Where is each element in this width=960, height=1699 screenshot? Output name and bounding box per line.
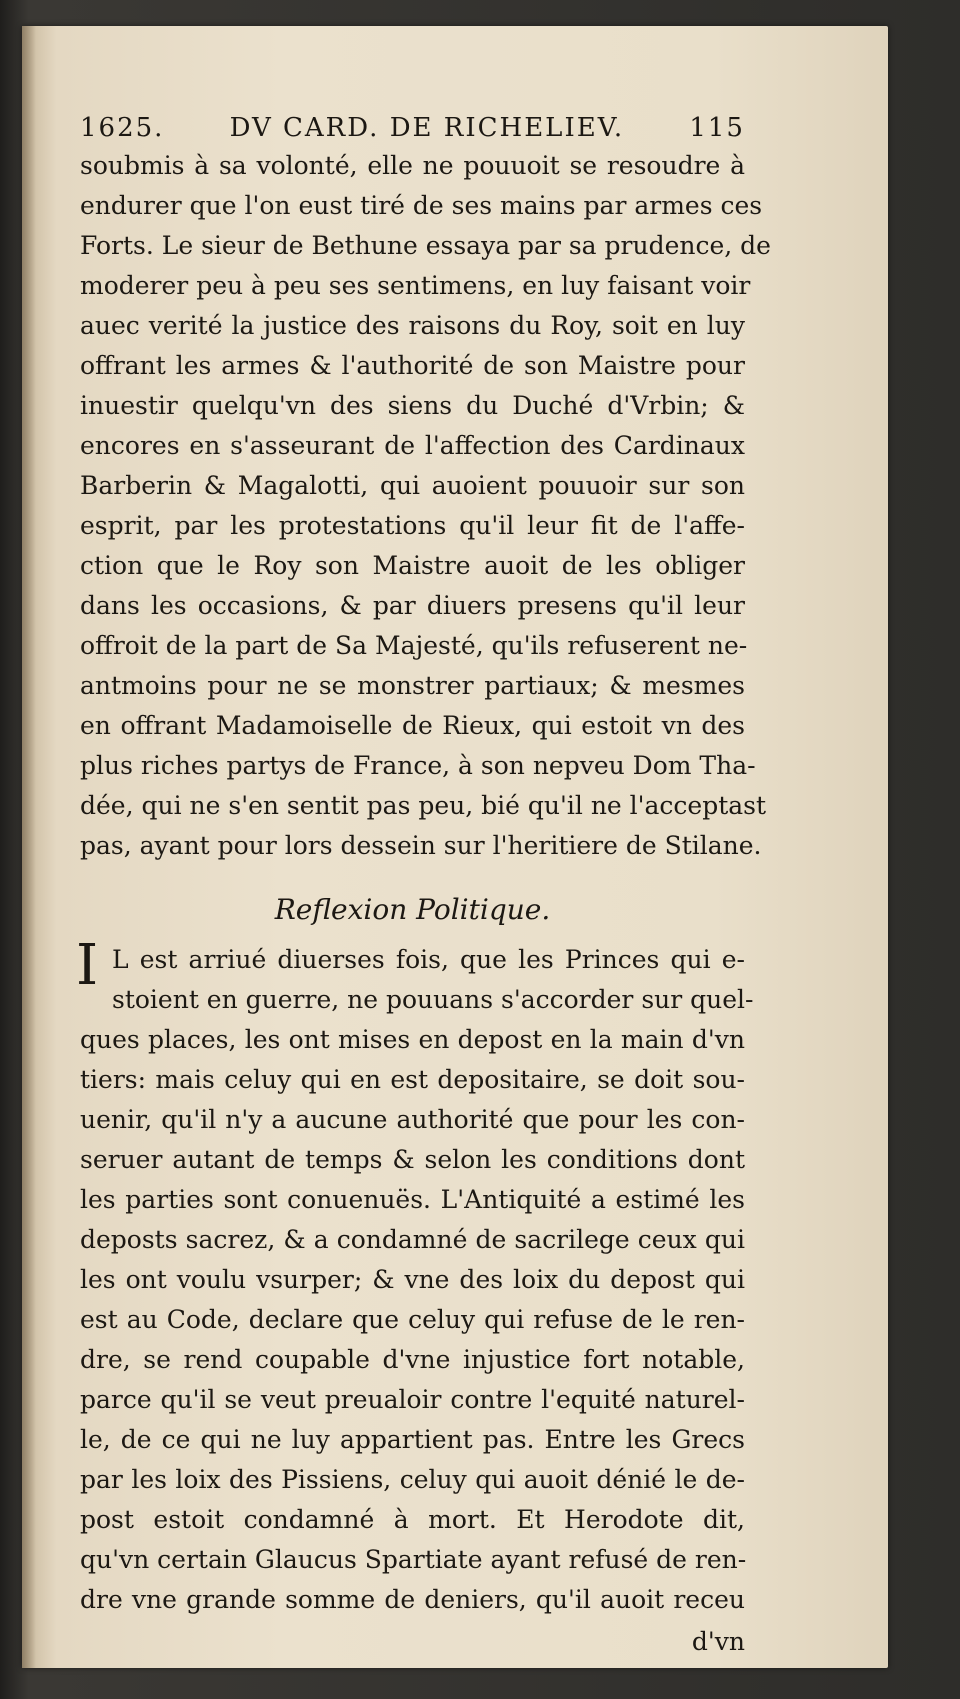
text-line: dée, qui ne s'en sentit pas peu, bié qu'il ne l'acceptast — [80, 791, 767, 820]
text-line: L est arriué diuerses fois, que les Princes qui e- — [112, 945, 745, 974]
page-gutter-shadow — [22, 26, 36, 1668]
text-line: ction que le Roy son Maistre auoit de les obliger — [80, 551, 745, 580]
paragraph-2 — [76, 933, 754, 1620]
text-line: le, de ce qui ne luy appartient pas. Entre les Grecs — [80, 1425, 745, 1454]
text-line: esprit, par les protestations qu'il leur fit de l'affe- — [80, 511, 745, 540]
text-line: par les loix des Pissiens, celuy qui auoit dénié le de- — [80, 1465, 745, 1494]
text-line: ques places, les ont mises en depost en la main d'vn — [80, 1025, 745, 1054]
header-year: 1625. — [80, 113, 165, 143]
text-line: encores en s'asseurant de l'affection des Cardinaux — [80, 431, 745, 460]
text-line: uenir, qu'il n'y a aucune authorité que pour les con- — [80, 1105, 745, 1134]
text-line: est au Code, declare que celuy qui refuse de le ren- — [80, 1305, 745, 1334]
text-line: en offrant Madamoiselle de Rieux, qui estoit vn des — [80, 711, 745, 740]
text-line: pas, ayant pour lors dessein sur l'heritiere de Stilane. — [80, 831, 762, 860]
text-line: Barberin & Magalotti, qui auoient pouuoir sur son — [80, 471, 745, 500]
text-line: inuestir quelqu'vn des siens du Duché d'Vrbin; & — [80, 391, 745, 420]
text-line: les parties sont conuenuës. L'Antiquité a estimé les — [80, 1185, 745, 1214]
text-line: les ont voulu vsurper; & vne des loix du depost qui — [80, 1265, 745, 1294]
text-line: parce qu'il se veut preualoir contre l'equité naturel- — [80, 1385, 745, 1414]
text-line: plus riches partys de France, à son nepveu Dom Tha- — [80, 751, 756, 780]
paragraph-1 — [80, 146, 771, 866]
text-line: Forts. Le sieur de Bethune essaya par sa prudence, de — [80, 231, 771, 260]
text-line: moderer peu à peu ses sentimens, en luy faisant voir — [80, 271, 751, 300]
text-line: dre vne grande somme de deniers, qu'il auoit receu — [80, 1585, 745, 1614]
text-line: endurer que l'on eust tiré de ses mains par armes ces — [80, 191, 763, 220]
section-heading: Reflexion Politique. — [274, 893, 551, 926]
text-line: post estoit condamné à mort. Et Herodote dit, — [80, 1505, 745, 1534]
text-line: soubmis à sa volonté, elle ne pouuoit se resoudre à — [80, 151, 745, 180]
book-page — [22, 26, 888, 1668]
page-text-block — [76, 110, 771, 1664]
text-line: dre, se rend coupable d'vne injustice fort notable, — [80, 1345, 745, 1374]
text-line: auec verité la justice des raisons du Roy, soit en luy — [80, 311, 745, 340]
page-number: 115 — [689, 113, 745, 143]
text-line: deposts sacrez, & a condamné de sacrilege ceux qui — [80, 1225, 745, 1254]
text-line: qu'vn certain Glaucus Spartiate ayant refusé de ren- — [80, 1545, 747, 1574]
text-line: seruer autant de temps & selon les conditions dont — [80, 1145, 745, 1174]
text-line: stoient en guerre, ne pouuans s'accorder sur quel- — [112, 985, 754, 1014]
text-line: tiers: mais celuy qui en est depositaire, se doit sou- — [80, 1065, 745, 1094]
running-header — [80, 110, 745, 146]
header-running-title: DV CARD. DE RICHELIEV. — [229, 113, 625, 143]
catchword: d'vn — [691, 1627, 745, 1656]
text-line: dans les occasions, & par diuers presens qu'il leur — [80, 591, 745, 620]
drop-cap: I — [76, 933, 99, 998]
text-line: offrant les armes & l'authorité de son Maistre pour — [80, 351, 745, 380]
text-line: offroit de la part de Sa Majesté, qu'ils refuserent ne- — [80, 631, 748, 660]
text-line: antmoins pour ne se monstrer partiaux; & mesmes — [80, 671, 745, 700]
text-line-with-dropcap — [76, 933, 745, 998]
